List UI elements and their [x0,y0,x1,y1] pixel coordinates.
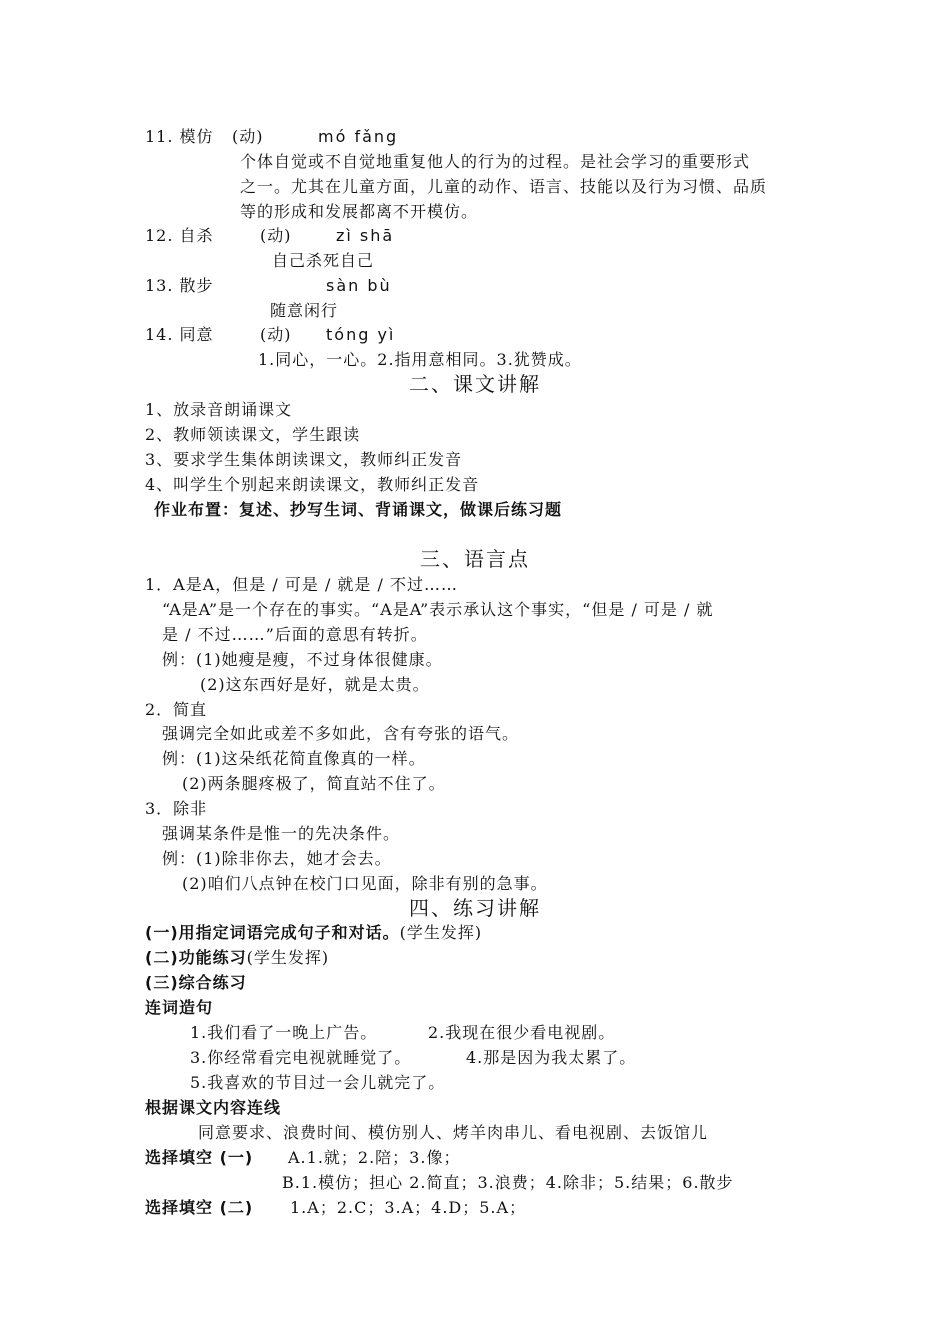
fill-blank-1-title: 选择填空 (一) [145,1148,254,1167]
grammar-example: (2)这东西好是好，就是太贵。 [200,675,430,694]
grammar-explanation: 强调完全如此或差不多如此，含有夸张的语气。 [162,724,520,743]
vocab-12-word: 12. 自杀 [145,226,214,245]
sentence-answer: 3.你经常看完电视就睡觉了。 [190,1048,412,1067]
grammar-point-title: 2．简直 [145,700,208,719]
fill-blank-2-answer: 1.A；2.C；3.A；4.D；5.A； [290,1198,527,1217]
grammar-example: 例：(1)除非你去，她才会去。 [162,849,392,868]
grammar-explanation: 强调某条件是惟一的先决条件。 [162,824,401,843]
grammar-example: (2)两条腿疼极了，简直站不住了。 [182,774,446,793]
grammar-example: (2)咱们八点钟在校门口见面，除非有别的急事。 [182,874,548,893]
vocab-12-pos: (动) [260,226,292,245]
exercise-3-title: (三)综合练习 [145,973,247,992]
sentence-answer: 2.我现在很少看电视剧。 [428,1023,616,1042]
exercise-1-label: (一)用指定词语完成句子和对话。 [145,923,400,942]
vocab-11-def-line: 等的形成和发展都离不开模仿。 [240,202,479,221]
exercise-1-note: (学生发挥) [399,923,483,942]
grammar-explanation: 是 / 不过……”后面的意思有转折。 [162,625,428,644]
vocab-11-def-line: 之一。尤其在儿童方面，儿童的动作、语言、技能以及行为习惯、品质 [240,177,768,196]
exercise-2-label: (二)功能练习 [145,948,247,967]
vocab-12-def: 自己杀死自己 [272,251,375,270]
grammar-explanation: “A是A”是一个存在的事实。“A是A”表示承认这个事实，“但是 / 可是 / 就 [162,600,714,619]
exercise-1-title [145,922,482,944]
vocab-14-pos: (动) [260,325,292,344]
vocab-12-pinyin: zì shā [336,226,395,245]
section-4-heading: 四、练习讲解 [409,896,541,920]
fill-blank-1-answer-b: B.1.模仿；担心 2.简直；3.浪费；4.除非；5.结果；6.散步 [282,1173,734,1192]
exercise-2-title [145,947,329,969]
vocab-11-pinyin: mó fǎng [318,127,399,146]
vocab-13-def: 随意闲行 [270,301,339,320]
fill-blank-2-title: 选择填空 (二) [145,1198,254,1217]
grammar-example: 例：(1)这朵纸花简直像真的一样。 [162,749,426,768]
fill-blank-1-answer-a: A.1.就；2.陪；3.像； [288,1148,461,1167]
sentence-answer: 5.我喜欢的节目过一会儿就完了。 [190,1073,446,1092]
vocab-11-pos: (动) [232,127,264,146]
exercise-2-note: (学生发挥) [246,948,330,967]
sentence-answer: 1.我们看了一晚上广告。 [190,1023,378,1042]
homework-assignment: 作业布置：复述、抄写生词、背诵课文，做课后练习题 [154,500,563,519]
teaching-step: 1、放录音朗诵课文 [145,400,293,419]
vocab-14-def: 1.同心，一心。2.指用意相同。3.犹赞成。 [258,350,582,369]
sentence-answer: 4.那是因为我太累了。 [466,1048,637,1067]
section-2-heading: 二、课文讲解 [409,372,541,396]
vocab-14-pinyin: tóng yì [326,325,396,344]
vocab-14-word: 14. 同意 [145,325,214,344]
grammar-point-title: 3．除非 [145,799,208,818]
section-3-heading: 三、语言点 [420,547,530,571]
grammar-point-title: 1．A是A，但是 / 可是 / 就是 / 不过…… [145,575,458,594]
teaching-step: 3、要求学生集体朗读课文，教师纠正发音 [145,450,463,469]
teaching-step: 2、教师领读课文，学生跟读 [145,425,361,444]
vocab-11-word: 11. 模仿 [145,127,214,146]
matching-title: 根据课文内容连线 [145,1098,282,1117]
vocab-13-pinyin: sàn bù [326,276,392,295]
vocab-13-word: 13. 散步 [145,276,214,295]
sentence-building-title: 连词造句 [145,998,214,1017]
teaching-step: 4、叫学生个别起来朗读课文，教师纠正发音 [145,475,480,494]
vocab-11-def-line: 个体自觉或不自觉地重复他人的行为的过程。是社会学习的重要形式 [240,152,751,171]
matching-answer: 同意要求、浪费时间、模仿别人、烤羊肉串儿、看电视剧、去饭馆儿 [198,1123,709,1142]
grammar-example: 例：(1)她瘦是瘦，不过身体很健康。 [162,650,443,669]
